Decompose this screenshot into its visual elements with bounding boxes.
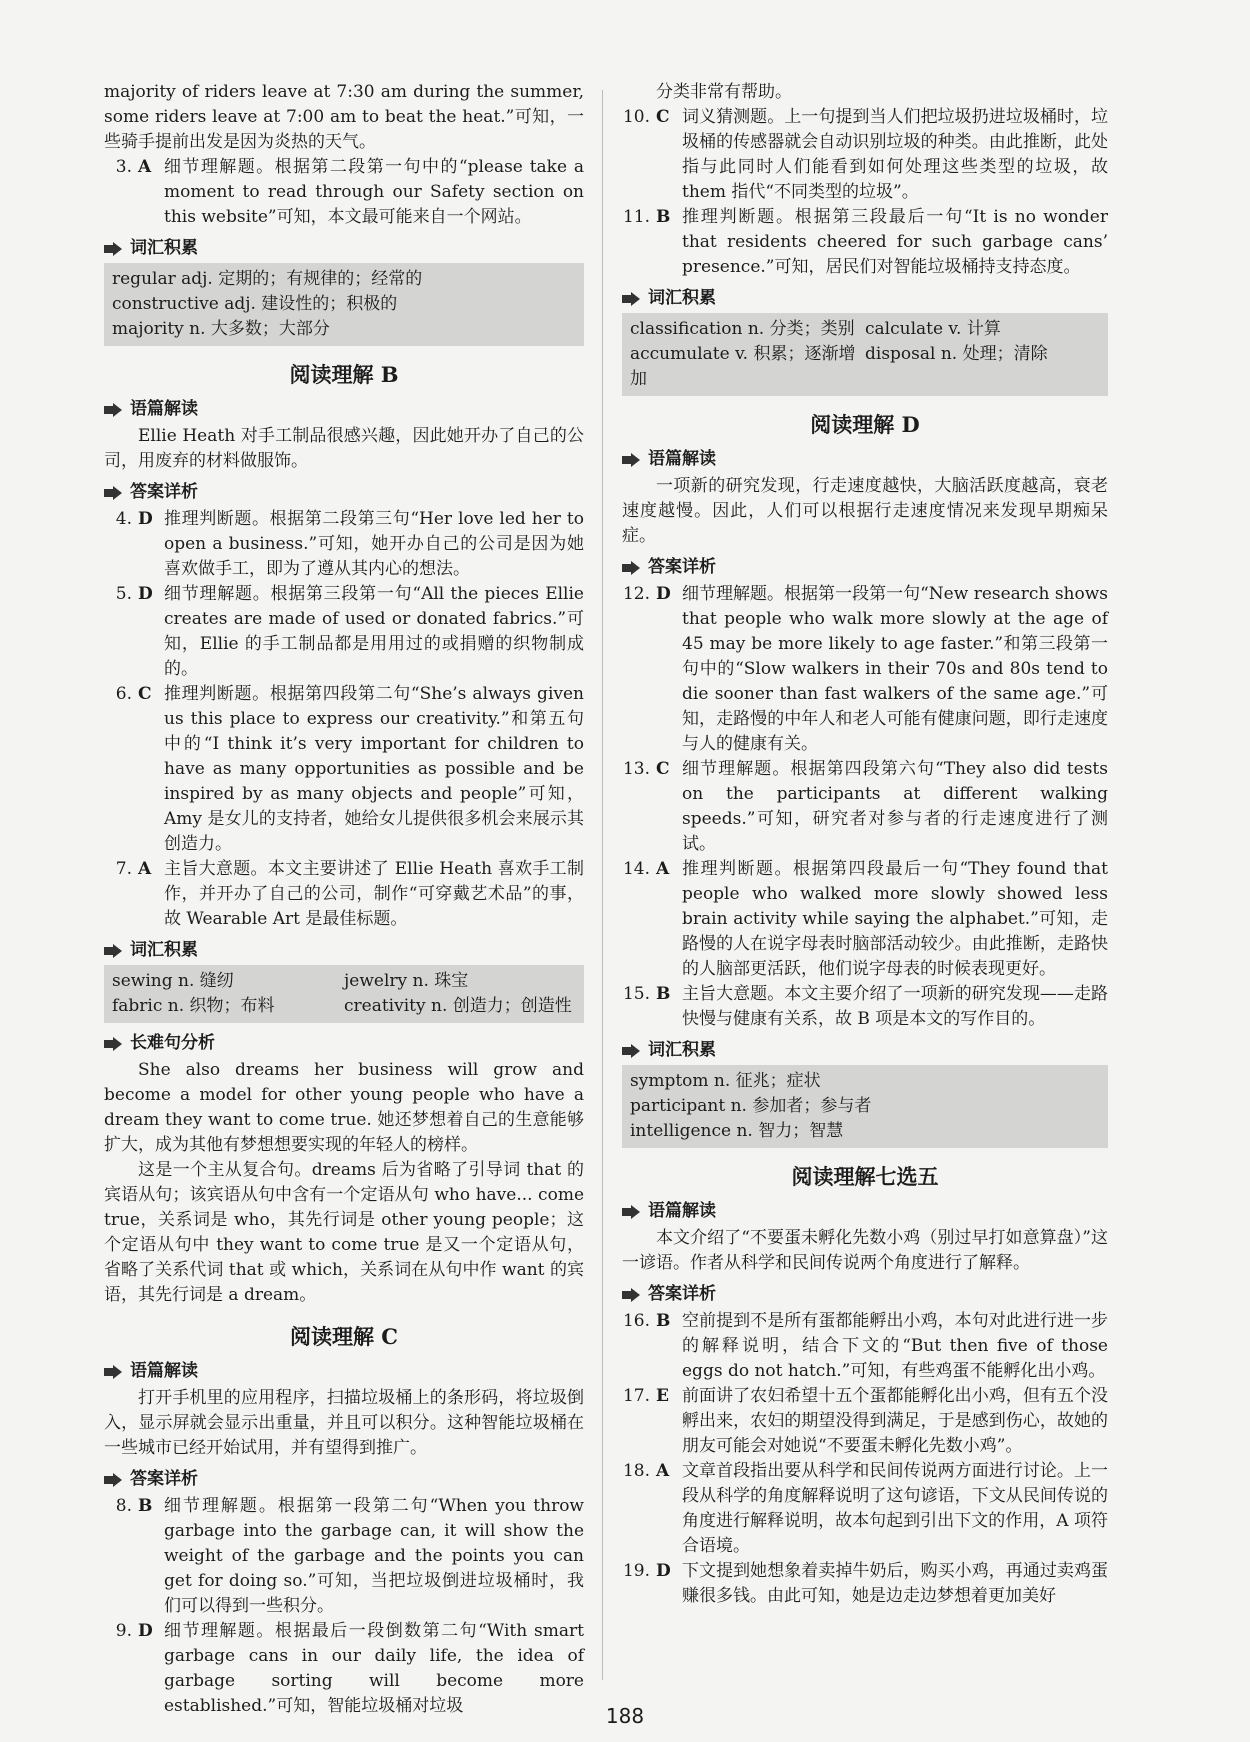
vocab-heading: 词汇积累 bbox=[622, 286, 1108, 311]
question-number: 4. bbox=[115, 509, 132, 529]
column-divider bbox=[602, 90, 603, 1680]
vocab-entry: classification n. 分类；类别 bbox=[630, 319, 855, 339]
question-number: 5. bbox=[115, 584, 132, 604]
question-number: 17. bbox=[622, 1386, 650, 1406]
passage-summary: 本文介绍了“不要蛋未孵化先数小鸡（别过早打如意算盘）”这一谚语。作者从科学和民间传说两个角度进行了解释。 bbox=[622, 1228, 1108, 1273]
answer-explanation: 推理判断题。根据第二段第三句“Her love led her to open a business.”可知，她开办自己的公司是因为她喜欢做手工，即为了遵从其内心的想法。 bbox=[164, 509, 584, 579]
answer-explanation: 细节理解题。根据第一段第二句“When you throw garbage into the garbage can, it will show the weight of the garbage and the points you can get for doing so.”可知，当把垃圾倒进垃圾桶时，我们可以得到一些积分。 bbox=[164, 1496, 584, 1616]
answer-letter: B bbox=[138, 1496, 153, 1516]
answer-explanation: 文章首段指出要从科学和民间传说两方面进行讨论。上一段从科学的角度解释说明了这句谚语，下文从民间传说的角度进行解释说明，故本句起到引出下文的作用，A 项符合语境。 bbox=[682, 1461, 1108, 1556]
answer-item-5 bbox=[104, 582, 584, 682]
answer-item-19 bbox=[622, 1559, 1108, 1609]
passage-summary: 一项新的研究发现，行走速度越快，大脑活跃度越高，衰老速度越慢。因此，人们可以根据行走速度情况来发现早期痴呆症。 bbox=[622, 476, 1108, 546]
answer-letter: D bbox=[138, 509, 153, 529]
vocab-entry: regular adj. 定期的；有规律的；经常的 bbox=[112, 269, 423, 289]
answer-item-18 bbox=[622, 1459, 1108, 1559]
answer-explanation: 下文提到她想象着卖掉牛奶后，购买小鸡，再通过卖鸡蛋赚很多钱。由此可知，她是边走边梦想着更加美好 bbox=[682, 1561, 1108, 1606]
answer-explanation: 词义猜测题。上一句提到当人们把垃圾扔进垃圾桶时，垃圾桶的传感器就会自动识别垃圾的种类。由此推断，此处指与此同时人们能看到如何处理这些类型的垃圾，故 them 指代“不同类型的垃圾”。 bbox=[682, 107, 1108, 202]
arrow-marker-icon bbox=[622, 1205, 642, 1219]
answer-explanation: 主旨大意题。本文主要介绍了一项新的研究发现——走路快慢与健康有关系，故 B 项是本文的写作目的。 bbox=[682, 984, 1108, 1029]
vocab-entry: creativity n. 创造力；创造性 bbox=[344, 996, 572, 1016]
question-number: 18. bbox=[622, 1461, 650, 1481]
answer-letter: A bbox=[656, 859, 670, 879]
vocab-entry: disposal n. 处理；清除 bbox=[865, 344, 1048, 364]
vocab-entry: constructive adj. 建设性的；积极的 bbox=[112, 294, 398, 314]
long-sentence-heading: 长难句分析 bbox=[104, 1031, 584, 1056]
vocab-heading: 词汇积累 bbox=[104, 938, 584, 963]
answer-item-12 bbox=[622, 582, 1108, 757]
vocab-entry: jewelry n. 珠宝 bbox=[344, 971, 469, 991]
vocab-entry: symptom n. 征兆；症状 bbox=[630, 1071, 821, 1091]
arrow-marker-icon bbox=[104, 1473, 124, 1487]
question-number: 15. bbox=[622, 984, 650, 1004]
question-number: 11. bbox=[622, 207, 650, 227]
question-number: 12. bbox=[622, 584, 650, 604]
answer-letter: D bbox=[138, 584, 153, 604]
answer-letter: C bbox=[138, 684, 152, 704]
passage-summary: Ellie Heath 对手工制品很感兴趣，因此她开办了自己的公司，用废弃的材料做服饰。 bbox=[104, 426, 584, 471]
arrow-marker-icon bbox=[622, 1288, 642, 1302]
arrow-marker-icon bbox=[104, 1037, 124, 1051]
section-title-d: 阅读理解 D bbox=[810, 412, 920, 437]
answer-item-4 bbox=[104, 507, 584, 582]
question-number: 8. bbox=[115, 1496, 132, 1516]
vocab-heading: 词汇积累 bbox=[104, 236, 584, 261]
answer-letter: E bbox=[656, 1386, 669, 1406]
vocab-box bbox=[104, 263, 584, 346]
summary-heading: 语篇解读 bbox=[104, 397, 584, 422]
passage-summary: 打开手机里的应用程序，扫描垃圾桶上的条形码，将垃圾倒入，显示屏就会显示出重量，并且可以积分。这种智能垃圾桶在一些城市已经开始试用，并有望得到推广。 bbox=[104, 1388, 584, 1458]
answer-item-14 bbox=[622, 857, 1108, 982]
answer-explanation: 空前提到不是所有蛋都能孵出小鸡，本句对此进行进一步的解释说明，结合下文的“But then five of those eggs do not hatch.”可知，有些鸡蛋不能孵化出小鸡。 bbox=[682, 1311, 1108, 1381]
long-sentence: She also dreams her business will grow and become a model for other young people who have a dream they want to come true. 她还梦想着自己的生意能够扩大，成为其他有梦想想要实现的年轻人的榜样。 bbox=[104, 1060, 584, 1155]
question-number: 6. bbox=[115, 684, 132, 704]
answer-letter: D bbox=[656, 584, 671, 604]
vocab-entry: sewing n. 缝纫 bbox=[112, 971, 234, 991]
answer-explanation: 推理判断题。根据第四段第二句“She’s always given us this place to express our creativity.”和第五句中的“I think it’s very important for children to have as many opportunities as possible and be inspired by as many objects and people”可知，Amy 是女儿的支持者，她给女儿提供很多机会来展示其创造力。 bbox=[164, 684, 584, 854]
vocab-entry: participant n. 参加者；参与者 bbox=[630, 1096, 872, 1116]
section-title-b: 阅读理解 B bbox=[289, 362, 399, 387]
summary-heading: 语篇解读 bbox=[104, 1359, 584, 1384]
answer-letter: C bbox=[656, 107, 670, 127]
right-column bbox=[622, 80, 1108, 1609]
answer-explanation: 细节理解题。根据最后一段倒数第二句“With smart garbage cans in our daily life, the idea of garbage sorting will become more established.”可知，智能垃圾桶对垃圾 bbox=[164, 1621, 584, 1716]
arrow-marker-icon bbox=[104, 486, 124, 500]
question-number: 7. bbox=[115, 859, 132, 879]
vocab-entry: accumulate v. 积累；逐渐增加 bbox=[630, 344, 856, 389]
arrow-marker-icon bbox=[104, 403, 124, 417]
answer-explanation: 细节理解题。根据第二段第一句中的“please take a moment to read through our Safety section on this website”可知，本文最可能来自一个网站。 bbox=[164, 157, 584, 227]
answer-item-13 bbox=[622, 757, 1108, 857]
answer-item-7 bbox=[104, 857, 584, 932]
section-title-seven-choose-five: 阅读理解七选五 bbox=[791, 1164, 939, 1189]
answer-explanation: 主旨大意题。本文主要讲述了 Ellie Heath 喜欢手工制作，并开办了自己的公司，制作“可穿戴艺术品”的事，故 Wearable Art 是最佳标题。 bbox=[164, 859, 584, 929]
answer-item-16 bbox=[622, 1309, 1108, 1384]
answer-explanation: 细节理解题。根据第一段第一句“New research shows that people who walk more slowly at the age of 45 may be more likely to age faster.”和第三段第一句中的“Slow walkers in their 70s and 80s tend to die sooner than fast walkers of the same age.”可知，走路慢的中年人和老人可能有健康问题，即行走速度与人的健康有关。 bbox=[682, 584, 1108, 754]
answer-letter: A bbox=[138, 859, 152, 879]
arrow-marker-icon bbox=[622, 453, 642, 467]
arrow-marker-icon bbox=[104, 242, 124, 256]
answers-heading: 答案详析 bbox=[104, 480, 584, 505]
question-number: 19. bbox=[622, 1561, 650, 1581]
vocab-entry: intelligence n. 智力；智慧 bbox=[630, 1121, 844, 1141]
answers-heading: 答案详析 bbox=[622, 555, 1108, 580]
summary-heading: 语篇解读 bbox=[622, 1199, 1108, 1224]
vocab-box bbox=[104, 965, 584, 1023]
answer-explanation: 前面讲了农妇希望十五个蛋都能孵化出小鸡，但有五个没孵出来，农妇的期望没得到满足，于是感到伤心，故她的朋友可能会对她说“不要蛋未孵化先数小鸡”。 bbox=[682, 1386, 1108, 1456]
answer-letter: A bbox=[656, 1461, 670, 1481]
vocab-heading: 词汇积累 bbox=[622, 1038, 1108, 1063]
answer-letter: B bbox=[656, 207, 671, 227]
vocab-box bbox=[622, 313, 1108, 396]
answer-letter: B bbox=[656, 1311, 671, 1331]
answer-letter: B bbox=[656, 984, 671, 1004]
answers-heading: 答案详析 bbox=[104, 1467, 584, 1492]
question-number: 3. bbox=[115, 157, 132, 177]
vocab-box bbox=[622, 1065, 1108, 1148]
long-sentence-analysis: 这是一个主从复合句。dreams 后为省略了引导词 that 的宾语从句；该宾语从句中含有一个定语从句 who have... come true，关系词是 who，其先行词是 other young people；这个定语从句中 they want to come true 是又一个定语从句，省略了关系代词 that 或 which，关系词在从句中作 want 的宾语，其先行词是 a dream。 bbox=[104, 1160, 584, 1305]
answer-explanation: 细节理解题。根据第四段第六句“They also did tests on the participants at different walking speeds.”可知，研究者对参与者的行走速度进行了测试。 bbox=[682, 759, 1108, 854]
arrow-marker-icon bbox=[104, 1365, 124, 1379]
answer-explanation: 细节理解题。根据第三段第一句“All the pieces Ellie creates are made of used or donated fabrics.”可知，Ellie 的手工制品都是用用过的或捐赠的织物制成的。 bbox=[164, 584, 584, 679]
answer-item-10 bbox=[622, 105, 1108, 205]
arrow-marker-icon bbox=[622, 292, 642, 306]
arrow-marker-icon bbox=[622, 561, 642, 575]
answer-letter: A bbox=[138, 157, 152, 177]
page-number: 188 bbox=[605, 1704, 645, 1728]
answer-item-11 bbox=[622, 205, 1108, 280]
question-number: 10. bbox=[622, 107, 650, 127]
answer-item-8 bbox=[104, 1494, 584, 1619]
question-number: 14. bbox=[622, 859, 650, 879]
summary-heading: 语篇解读 bbox=[622, 447, 1108, 472]
left-column bbox=[104, 80, 584, 1719]
answer-letter: D bbox=[656, 1561, 671, 1581]
section-title-c: 阅读理解 C bbox=[289, 1324, 399, 1349]
question-number: 16. bbox=[622, 1311, 650, 1331]
answers-heading: 答案详析 bbox=[622, 1282, 1108, 1307]
answer-item-3 bbox=[104, 155, 584, 230]
answer-explanation: 推理判断题。根据第四段最后一句“They found that people who walked more slowly showed less brain activity while saying the alphabet.”可知，走路慢的人在说字母表时脑部活动较少。由此推断，走路快的人脑部更活跃，他们说字母表的时候表现更好。 bbox=[682, 859, 1108, 979]
vocab-entry: fabric n. 织物；布料 bbox=[112, 996, 275, 1016]
continued-text: majority of riders leave at 7:30 am during the summer, some riders leave at 7:00 am to beat the heat.”可知，一些骑手提前出发是因为炎热的天气。 bbox=[104, 82, 584, 152]
answer-explanation: 推理判断题。根据第三段最后一句“It is no wonder that residents cheered for such garbage cans’ presence.”可知，居民们对智能垃圾桶持支持态度。 bbox=[682, 207, 1108, 277]
answer-letter: D bbox=[138, 1621, 153, 1641]
continued-text: 分类非常有帮助。 bbox=[656, 82, 792, 102]
vocab-entry: calculate v. 计算 bbox=[865, 319, 1001, 339]
answer-letter: C bbox=[656, 759, 670, 779]
answer-item-6 bbox=[104, 682, 584, 857]
answer-item-17 bbox=[622, 1384, 1108, 1459]
arrow-marker-icon bbox=[622, 1044, 642, 1058]
arrow-marker-icon bbox=[104, 944, 124, 958]
question-number: 9. bbox=[115, 1621, 132, 1641]
vocab-entry: majority n. 大多数；大部分 bbox=[112, 319, 330, 339]
question-number: 13. bbox=[622, 759, 650, 779]
answer-item-15 bbox=[622, 982, 1108, 1032]
